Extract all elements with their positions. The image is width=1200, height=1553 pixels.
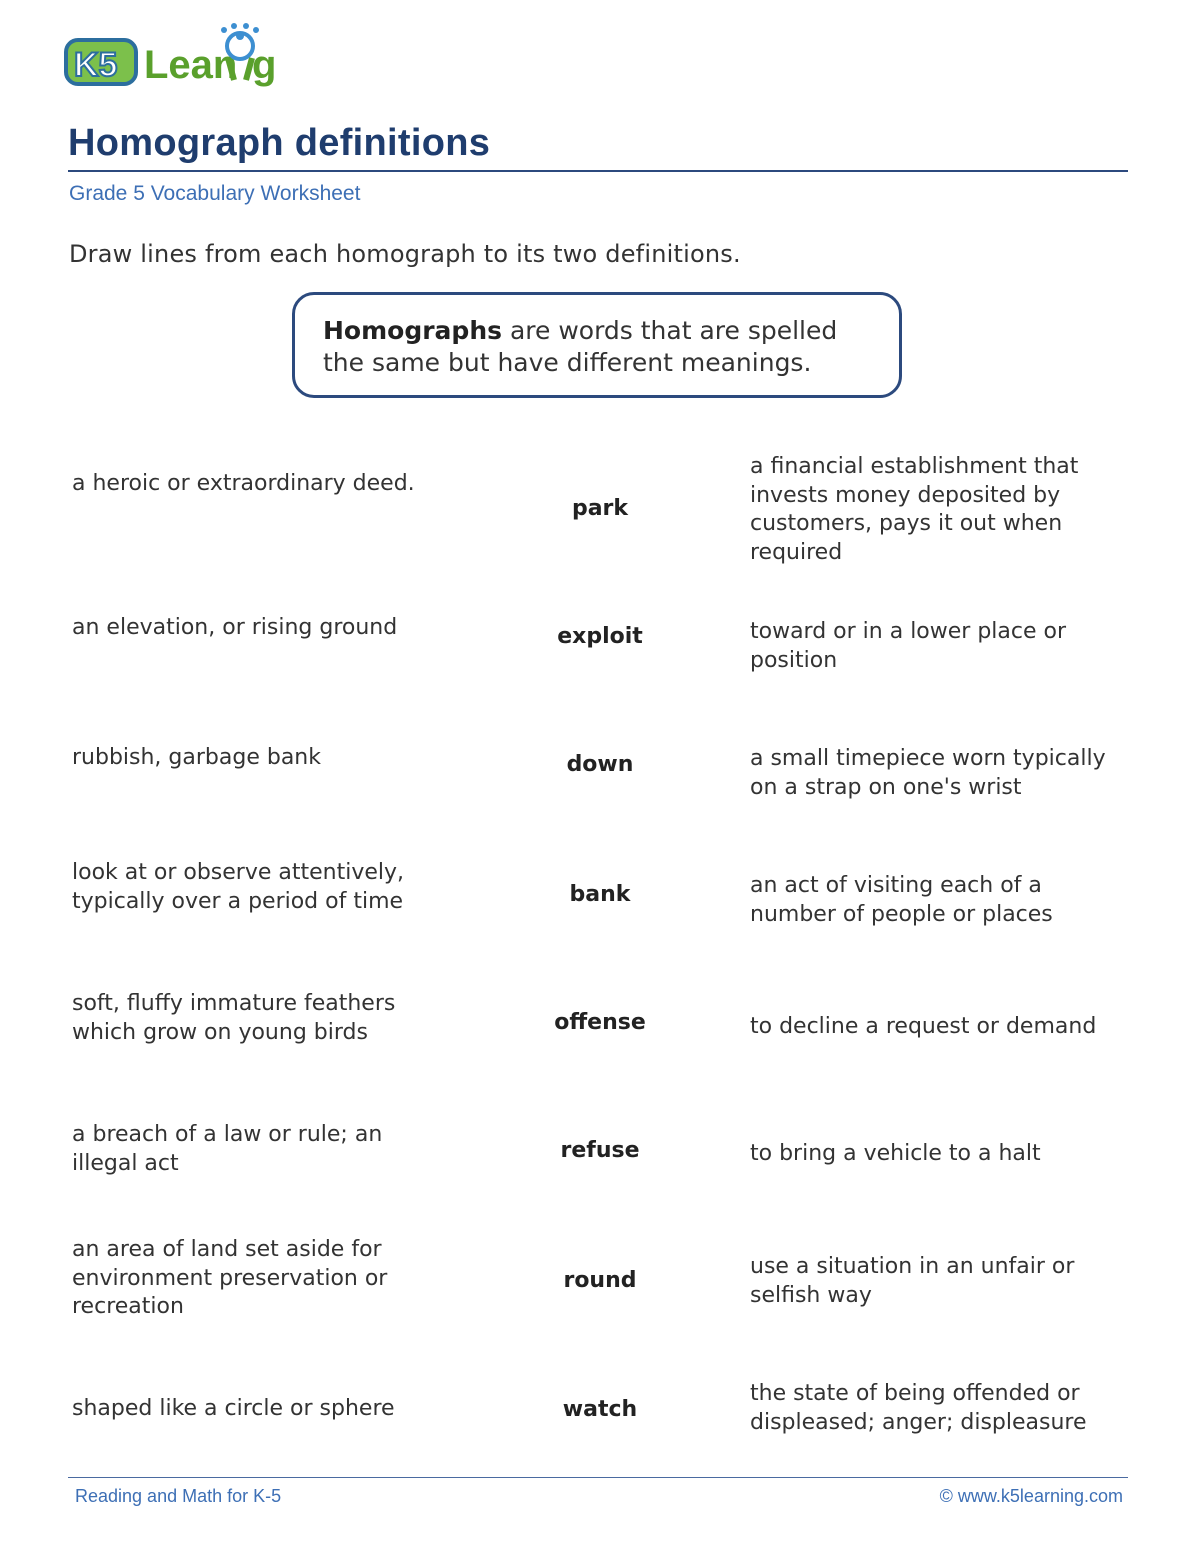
right-definition: a small timepiece worn typically on a strap on one's wrist: [750, 746, 1106, 800]
homograph-word: park: [571, 496, 629, 521]
svg-text:Lean: Lean: [144, 43, 238, 87]
homograph-word: round: [563, 1268, 637, 1293]
homograph-word: down: [566, 752, 634, 777]
right-definition: to bring a vehicle to a halt: [750, 1141, 1041, 1166]
k5-learning-logo: [62, 22, 322, 92]
left-definition: a breach of a law or rule; an illegal act: [72, 1122, 383, 1176]
right-definition: an act of visiting each of a number of people or places: [750, 873, 1053, 927]
footer-website[interactable]: © www.k5learning.com: [939, 1486, 1123, 1506]
right-definition: to decline a request or demand: [750, 1014, 1097, 1039]
svg-text:K5: K5: [74, 46, 118, 84]
left-definition: an area of land set aside for environment preservation or recreation: [72, 1237, 388, 1319]
homograph-word: watch: [562, 1397, 638, 1422]
left-definition: shaped like a circle or sphere: [72, 1396, 395, 1421]
homograph-word: refuse: [560, 1138, 640, 1163]
homograph-word: bank: [569, 882, 631, 907]
instructions: Draw lines from each homograph to its two definitions.: [69, 240, 741, 268]
page-subtitle: Grade 5 Vocabulary Worksheet: [69, 182, 361, 205]
footer-tagline: Reading and Math for K-5: [75, 1486, 282, 1506]
page-title: Homograph definitions: [68, 122, 491, 164]
homograph-word: exploit: [557, 624, 643, 649]
definition-callout: [292, 292, 902, 398]
callout-text: are words that are spelled the same but have different meanings.: [323, 316, 838, 377]
right-definition: the state of being offended or displeased; anger; displeasure: [750, 1381, 1087, 1435]
header-divider: [68, 170, 1128, 172]
right-definition: a financial establishment that invests money deposited by customers, pays it out when required: [750, 454, 1079, 565]
left-definition: look at or observe attentively, typically over a period of time: [72, 860, 405, 914]
left-definition: soft, fluffy immature feathers which grow on young birds: [72, 991, 396, 1045]
callout-term: Homographs: [323, 316, 502, 345]
footer-divider: [68, 1477, 1128, 1478]
homograph-word: offense: [554, 1010, 646, 1035]
left-definition: an elevation, or rising ground: [72, 615, 398, 640]
svg-text:g: g: [252, 43, 277, 87]
right-definition: toward or in a lower place or position: [750, 619, 1067, 673]
left-definition: a heroic or extraordinary deed.: [72, 471, 415, 496]
left-definition: rubbish, garbage bank: [72, 745, 321, 770]
right-definition: use a situation in an unfair or selfish way: [750, 1254, 1075, 1308]
